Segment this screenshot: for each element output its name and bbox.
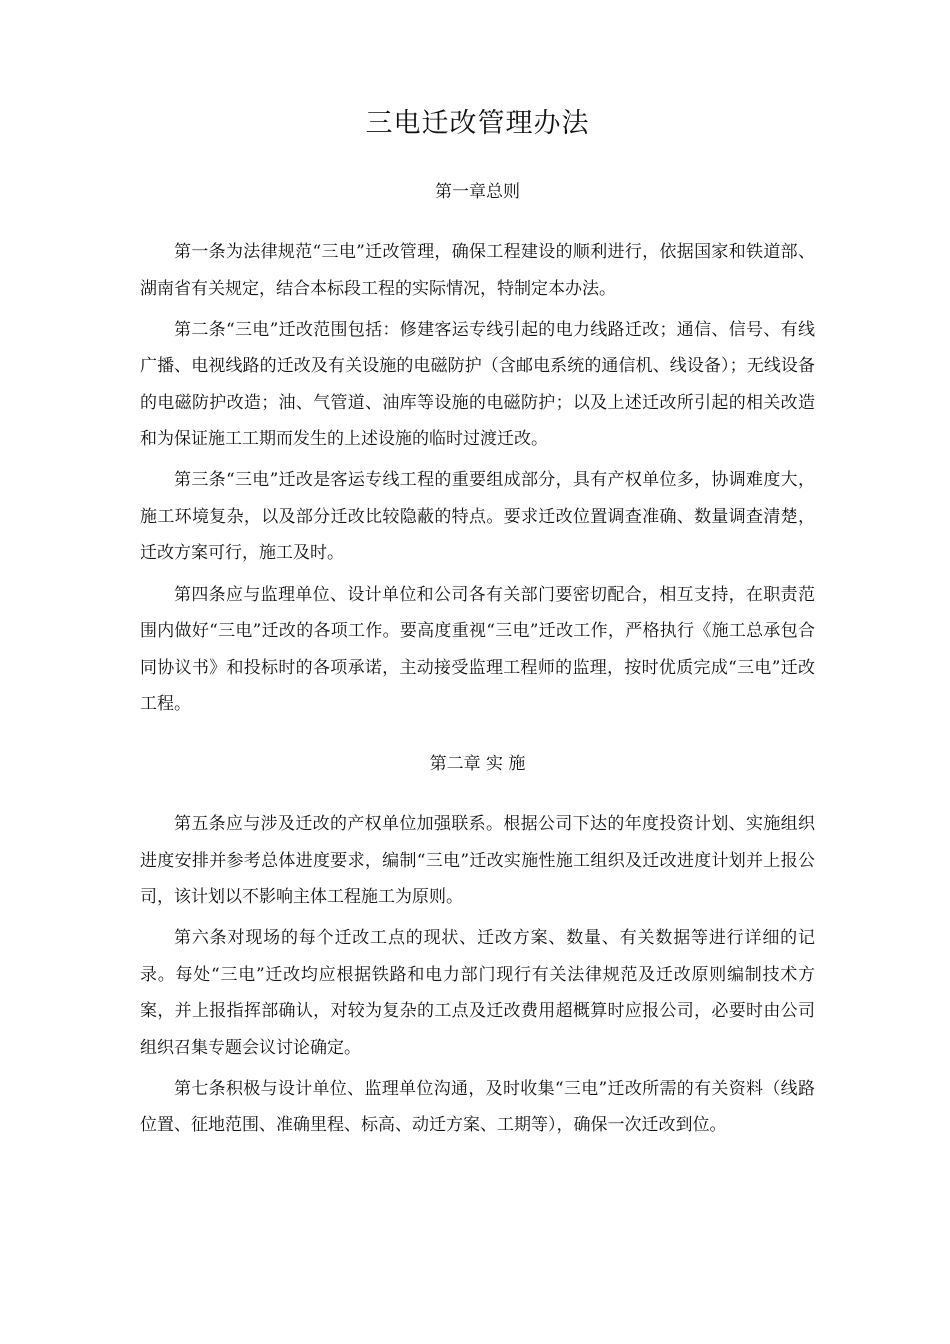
chapter-2-body xyxy=(140,806,815,1149)
article-3: 第三条“三电”迁改是客运专线工程的重要组成部分，具有产权单位多，协调难度大，施工环境复杂，以及部分迁改比较隐蔽的特点。要求迁改位置调查准确、数量调查清楚，迁改方案可行，施工及时。 xyxy=(140,470,815,564)
article-1: 第一条为法律规范“三电”迁改管理，确保工程建设的顺利进行，依据国家和铁道部、湖南省有关规定，结合本标段工程的实际情况，特制定本办法。 xyxy=(140,242,815,299)
chapter-heading-2: 第二章 实 施 xyxy=(429,754,526,774)
article-5: 第五条应与涉及迁改的产权单位加强联系。根据公司下达的年度投资计划、实施组织进度安排并参考总体进度要求，编制“三电”迁改实施性施工组织及迁改进度计划并上报公司，该计划以不影响主体工程施工为原则。 xyxy=(140,814,815,907)
chapter-heading-1: 第一章总则 xyxy=(435,182,520,202)
article-7: 第七条积极与设计单位、监理单位沟通，及时收集“三电”迁改所需的有关资料（线路位置、征地范围、准确里程、标高、动迁方案、工期等），确保一次迁改到位。 xyxy=(140,1078,815,1136)
document-title: 三电迁改管理办法 xyxy=(365,108,590,139)
chapter-1-body xyxy=(140,234,815,727)
article-4: 第四条应与监理单位、设计单位和公司各有关部门要密切配合，相互支持，在职责范围内做好“三电”迁改的各项工作。要高度重视“三电”迁改工作，严格执行《施工总承包合同协议书》和投标时的各项承诺，主动接受监理工程师的监理，按时优质完成“三电”迁改工程。 xyxy=(140,584,815,715)
article-2: 第二条“三电”迁改范围包括：修建客运专线引起的电力线路迁改；通信、信号、有线广播、电视线路的迁改及有关设施的电磁防护（含邮电系统的通信机、线设备）；无线设备的电磁防护改造；油、气管道、油库等设施的电磁防护；以及上述迁改所引起的相关改造和为保证施工工期而发生的上述设施的临时过渡迁改。 xyxy=(140,319,815,450)
article-6: 第六条对现场的每个迁改工点的现状、迁改方案、数量、有关数据等进行详细的记录。每处“三电”迁改均应根据铁路和电力部门现行有关法律规范及迁改原则编制技术方案，并上报指挥部确认，对较为复杂的工点及迁改费用超概算时应报公司，必要时由公司组织召集专题会议讨论确定。 xyxy=(140,928,815,1058)
